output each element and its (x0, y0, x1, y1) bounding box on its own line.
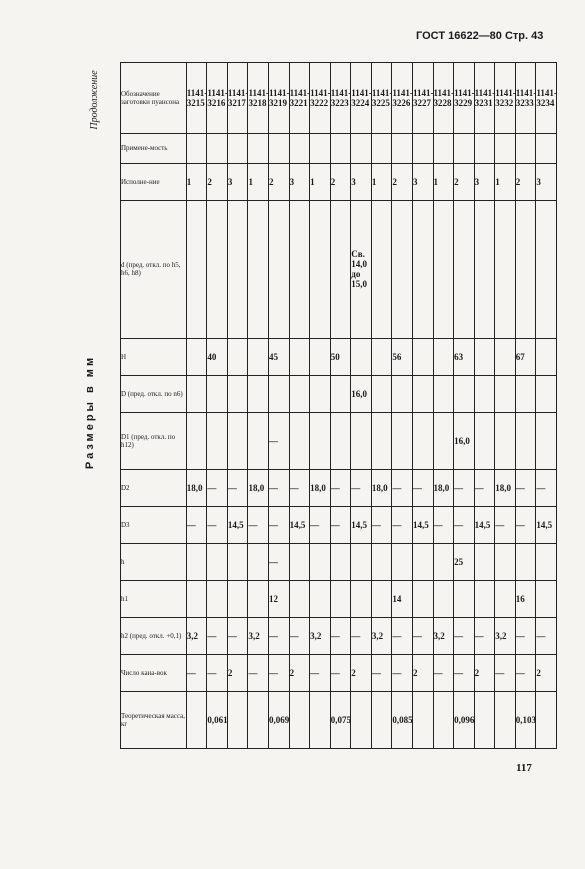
table-field-row (121, 375, 557, 412)
table-cell (371, 133, 392, 163)
table-cell: — (330, 654, 351, 691)
table-cell (433, 580, 454, 617)
table-cell (227, 412, 248, 469)
table-cell (433, 412, 454, 469)
section-title: Размеры в мм (84, 354, 96, 470)
table-cell: 1141-3229 (454, 63, 475, 134)
table-cell: 67 (515, 338, 536, 375)
table-cell (289, 133, 310, 163)
table-cell: 14,5 (227, 506, 248, 543)
table-cell: 2 (227, 654, 248, 691)
table-cell: 0,075 (330, 691, 351, 748)
table-cell: 16,0 (351, 375, 372, 412)
page-header: ГОСТ 16622—80 Стр. 43 (416, 30, 544, 42)
table-cell: 2 (289, 654, 310, 691)
table-cell (515, 375, 536, 412)
table-cell: 2 (536, 654, 557, 691)
table-cell: 3 (536, 163, 557, 200)
table-cell: — (227, 469, 248, 506)
table-cell (371, 580, 392, 617)
table-cell (371, 543, 392, 580)
table-cell: — (454, 469, 475, 506)
continuation-label: Продолжение (89, 70, 100, 130)
table-cell: 14,5 (351, 506, 372, 543)
table-cell: 1141-3224 (351, 63, 372, 134)
table-cell: 18,0 (433, 469, 454, 506)
table-cell (186, 338, 207, 375)
table-cell (248, 543, 269, 580)
table-cell (433, 691, 454, 748)
table-cell: 1141-3231 (474, 63, 495, 134)
table-cell: — (474, 469, 495, 506)
table-cell: — (289, 617, 310, 654)
table-cell: — (495, 654, 516, 691)
table-cell: 1141-3221 (289, 63, 310, 134)
table-cell: 1141-3225 (371, 63, 392, 134)
column-header: Обозначение заготовки пуансона (121, 63, 187, 134)
table-cell (289, 412, 310, 469)
table-cell: 18,0 (371, 469, 392, 506)
table-cell: 3 (227, 163, 248, 200)
table-cell (412, 338, 433, 375)
table-cell (495, 200, 516, 338)
table-cell (269, 133, 290, 163)
table-cell (351, 133, 372, 163)
table-cell: 1141-3217 (227, 63, 248, 134)
table-cell: — (351, 469, 372, 506)
table-cell (371, 338, 392, 375)
table-cell (248, 412, 269, 469)
table-cell (536, 338, 557, 375)
table-cell (351, 543, 372, 580)
table-cell (433, 543, 454, 580)
table-cell: 1141-3216 (207, 63, 228, 134)
table-cell (248, 133, 269, 163)
page-number: 117 (516, 762, 532, 774)
table-cell: — (248, 654, 269, 691)
table-cell: — (495, 506, 516, 543)
table-cell: 40 (207, 338, 228, 375)
table-cell: 3 (474, 163, 495, 200)
table-cell (392, 412, 413, 469)
column-header: Число кана-вок (121, 654, 187, 691)
table-cell (351, 691, 372, 748)
table-cell: — (454, 506, 475, 543)
table-cell: — (207, 506, 228, 543)
table-cell: — (207, 654, 228, 691)
column-header: D3 (121, 506, 187, 543)
table-cell: 1141-3226 (392, 63, 413, 134)
table-cell: — (392, 506, 413, 543)
table-cell: — (330, 506, 351, 543)
table-cell: 14,5 (412, 506, 433, 543)
column-header: H (121, 338, 187, 375)
table-cell (310, 543, 331, 580)
table-cell: 1 (371, 163, 392, 200)
table-cell: — (289, 469, 310, 506)
table-cell (454, 375, 475, 412)
table-cell (412, 133, 433, 163)
table-field-row (121, 543, 557, 580)
table-cell (515, 543, 536, 580)
table-cell: 1141-3232 (495, 63, 516, 134)
table-cell: — (454, 654, 475, 691)
table-cell: 2 (515, 163, 536, 200)
table-cell: 0,069 (269, 691, 290, 748)
table-cell: 1141-3219 (269, 63, 290, 134)
table-cell (536, 580, 557, 617)
table-cell: 18,0 (495, 469, 516, 506)
table-cell: 1 (310, 163, 331, 200)
table-cell (371, 200, 392, 338)
table-cell: 50 (330, 338, 351, 375)
table-cell: — (330, 469, 351, 506)
table-cell (454, 200, 475, 338)
table-cell (227, 543, 248, 580)
table-cell (495, 580, 516, 617)
table-cell (515, 412, 536, 469)
table-field-row (121, 580, 557, 617)
table-cell: — (269, 543, 290, 580)
table-cell: 14 (392, 580, 413, 617)
table-cell: 3,2 (371, 617, 392, 654)
table-cell: — (330, 617, 351, 654)
table-cell: 45 (269, 338, 290, 375)
table-cell (392, 133, 413, 163)
table-cell (227, 338, 248, 375)
table-cell (310, 412, 331, 469)
table-cell (207, 133, 228, 163)
table-cell: 1141-3228 (433, 63, 454, 134)
table-cell (310, 200, 331, 338)
table-cell (433, 133, 454, 163)
table-cell: 2 (207, 163, 228, 200)
table-cell: 0,096 (454, 691, 475, 748)
table-cell: 18,0 (310, 469, 331, 506)
table-cell (474, 412, 495, 469)
table-cell (412, 580, 433, 617)
table-cell (227, 133, 248, 163)
table-cell (330, 543, 351, 580)
table-cell: 18,0 (248, 469, 269, 506)
table-field-row (121, 338, 557, 375)
table-cell: 1141-3234 (536, 63, 557, 134)
table-cell (186, 580, 207, 617)
table-cell (474, 543, 495, 580)
table-cell: 0,085 (392, 691, 413, 748)
table-cell (248, 375, 269, 412)
table-cell (248, 580, 269, 617)
table-cell (495, 133, 516, 163)
table-cell (371, 375, 392, 412)
table-cell: 16,0 (454, 412, 475, 469)
table-cell (186, 412, 207, 469)
table-cell (207, 580, 228, 617)
table-cell: 3 (289, 163, 310, 200)
table-cell (227, 580, 248, 617)
table-cell: 2 (330, 163, 351, 200)
table-cell: 1141-3215 (186, 63, 207, 134)
table-cell (474, 375, 495, 412)
table-cell: — (515, 654, 536, 691)
table-cell (536, 543, 557, 580)
table-cell: 1 (186, 163, 207, 200)
table-cell (310, 580, 331, 617)
table-cell (330, 375, 351, 412)
table-cell: — (433, 654, 454, 691)
table-field-row (121, 412, 557, 469)
column-header: d (пред. откл. по h5, h6, h8) (121, 200, 187, 338)
table-cell: — (269, 654, 290, 691)
table-cell (289, 691, 310, 748)
column-header: h (121, 543, 187, 580)
table-cell: 63 (454, 338, 475, 375)
table-cell (515, 133, 536, 163)
table-cell: 14,5 (289, 506, 310, 543)
table-cell (412, 543, 433, 580)
column-header: Исполне-ние (121, 163, 187, 200)
table-cell: 1141-3233 (515, 63, 536, 134)
table-cell: 25 (454, 543, 475, 580)
column-header: h1 (121, 580, 187, 617)
table-cell (433, 375, 454, 412)
table-cell (515, 200, 536, 338)
table-cell (269, 200, 290, 338)
table-cell: — (454, 617, 475, 654)
table-cell (495, 412, 516, 469)
table-cell (330, 580, 351, 617)
table-cell: 3,2 (310, 617, 331, 654)
table-cell: — (269, 469, 290, 506)
table-cell: — (269, 412, 290, 469)
table-cell: 14,5 (536, 506, 557, 543)
table-cell: — (412, 469, 433, 506)
table-cell (227, 691, 248, 748)
table-cell: 1141-3218 (248, 63, 269, 134)
table-field-row (121, 691, 557, 748)
table-cell (186, 543, 207, 580)
table-cell: — (248, 506, 269, 543)
table-cell: — (412, 617, 433, 654)
table-cell: 2 (454, 163, 475, 200)
table-cell: — (536, 469, 557, 506)
table-cell: 3 (412, 163, 433, 200)
table-cell: 2 (269, 163, 290, 200)
table-cell (227, 375, 248, 412)
table-cell (536, 375, 557, 412)
table-cell (392, 375, 413, 412)
table-field-row (121, 133, 557, 163)
table-cell (310, 691, 331, 748)
table-cell (289, 338, 310, 375)
table-cell: — (371, 506, 392, 543)
column-header: D (пред. откл. по n6) (121, 375, 187, 412)
table-cell (330, 412, 351, 469)
table-cell (412, 375, 433, 412)
table-cell: 56 (392, 338, 413, 375)
table-cell (371, 691, 392, 748)
table-cell: 1141-3223 (330, 63, 351, 134)
table-cell (248, 200, 269, 338)
table-cell: 1141-3222 (310, 63, 331, 134)
table-cell: 3,2 (186, 617, 207, 654)
table-cell (269, 375, 290, 412)
table-field-row (121, 469, 557, 506)
table-field-row (121, 200, 557, 338)
table-cell (289, 543, 310, 580)
table-cell (474, 691, 495, 748)
table-field-row (121, 163, 557, 200)
table-cell: Св. 14,0 до 15,0 (351, 200, 372, 338)
table-cell: — (269, 617, 290, 654)
data-table (120, 62, 557, 749)
table-cell (454, 580, 475, 617)
table-cell (495, 338, 516, 375)
table-cell (412, 200, 433, 338)
table-cell (227, 200, 248, 338)
table-cell (310, 338, 331, 375)
table-cell: 2 (474, 654, 495, 691)
table-field-row (121, 506, 557, 543)
table-cell: — (392, 617, 413, 654)
table-cell (186, 691, 207, 748)
table-cell: — (474, 617, 495, 654)
table-cell: 2 (412, 654, 433, 691)
column-header: Примене-мость (121, 133, 187, 163)
table-field-row (121, 654, 557, 691)
table-cell: 1 (248, 163, 269, 200)
table-cell (474, 133, 495, 163)
table-cell (433, 338, 454, 375)
table-cell (536, 691, 557, 748)
table-cell (186, 200, 207, 338)
table-cell: — (515, 617, 536, 654)
table-cell: — (515, 506, 536, 543)
table-cell: — (207, 617, 228, 654)
table-cell (207, 375, 228, 412)
table-cell: 3 (351, 163, 372, 200)
table-cell: — (536, 617, 557, 654)
table-cell (310, 133, 331, 163)
table-cell (351, 412, 372, 469)
table-cell: 2 (351, 654, 372, 691)
table-cell (289, 580, 310, 617)
table-cell: — (310, 654, 331, 691)
table-cell: 1 (495, 163, 516, 200)
table-cell (433, 200, 454, 338)
table-cell (207, 543, 228, 580)
table-cell (248, 691, 269, 748)
table-cell (412, 691, 433, 748)
table-cell: — (310, 506, 331, 543)
table-field-row (121, 617, 557, 654)
table-cell (495, 375, 516, 412)
table-cell (536, 200, 557, 338)
table-cell: — (269, 506, 290, 543)
table-cell (474, 580, 495, 617)
table-cell (536, 412, 557, 469)
table-cell: — (433, 506, 454, 543)
table-cell (392, 543, 413, 580)
table-cell (207, 412, 228, 469)
table-cell (371, 412, 392, 469)
table-cell: — (186, 654, 207, 691)
table-cell (207, 200, 228, 338)
table-cell (412, 412, 433, 469)
table-cell (330, 133, 351, 163)
table-field-row (121, 63, 557, 134)
table-cell: 18,0 (186, 469, 207, 506)
table-cell: 0,103 (515, 691, 536, 748)
table-cell (474, 338, 495, 375)
table-cell (536, 133, 557, 163)
table-cell (330, 200, 351, 338)
table-cell (351, 338, 372, 375)
table-cell: 3,2 (495, 617, 516, 654)
table-cell: — (371, 654, 392, 691)
table-cell: — (227, 617, 248, 654)
table-cell: 3,2 (248, 617, 269, 654)
table-cell: — (351, 617, 372, 654)
table-cell: 0,061 (207, 691, 228, 748)
table-cell (351, 580, 372, 617)
column-header: Теоретическая масса, кг (121, 691, 187, 748)
table-cell: 16 (515, 580, 536, 617)
table-cell (392, 200, 413, 338)
table-cell (495, 691, 516, 748)
table-cell: — (207, 469, 228, 506)
table-cell (186, 133, 207, 163)
table-cell: — (515, 469, 536, 506)
table-cell: — (392, 654, 413, 691)
table-cell (310, 375, 331, 412)
table-cell: 1141-3227 (412, 63, 433, 134)
table-cell: 1 (433, 163, 454, 200)
table-cell: 12 (269, 580, 290, 617)
table-cell (495, 543, 516, 580)
table-cell: 3,2 (433, 617, 454, 654)
column-header: D2 (121, 469, 187, 506)
column-header: h2 (пред. откл. +0,1) (121, 617, 187, 654)
table-cell (186, 375, 207, 412)
table-cell (454, 133, 475, 163)
table-cell (474, 200, 495, 338)
table-cell (289, 200, 310, 338)
table-cell: 2 (392, 163, 413, 200)
table-cell (289, 375, 310, 412)
table-cell: — (392, 469, 413, 506)
table-cell (248, 338, 269, 375)
table-cell: — (186, 506, 207, 543)
column-header: D1 (пред. откл. по h12) (121, 412, 187, 469)
table-cell: 14,5 (474, 506, 495, 543)
